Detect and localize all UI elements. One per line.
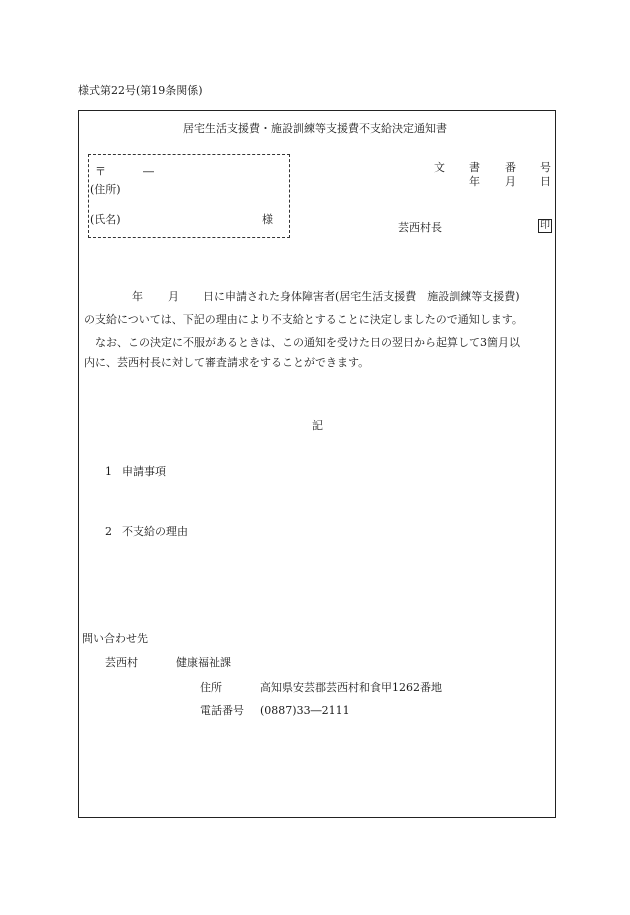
contact-phone-value: (0887)33―2111 (260, 704, 350, 717)
doc-number-char-3: 番 (505, 161, 516, 174)
date-month: 月 (168, 290, 179, 303)
contact-address-value: 高知県安芸郡芸西村和食甲1262番地 (260, 681, 442, 694)
date-year-label: 年 (469, 175, 480, 188)
doc-number-char-4: 号 (540, 161, 551, 174)
postal-dash: ― (143, 165, 154, 178)
document-title: 居宅生活支援費・施設訓練等支援費不支給決定通知書 (183, 122, 447, 135)
body-line-4: 内に、芸西村長に対して審査請求をすることができます。 (84, 356, 370, 369)
body-line-2: の支給については、下記の理由により不支給とすることに決定しましたので通知します。 (84, 313, 523, 326)
date-year: 年 (132, 290, 143, 303)
item-2-label: 不支給の理由 (122, 525, 188, 538)
honorific: 様 (262, 213, 273, 226)
seal-mark: 印 (540, 220, 550, 231)
date-day-label: 日 (540, 175, 551, 188)
contact-address-label: 住所 (200, 681, 222, 694)
doc-number-char-2: 書 (469, 161, 480, 174)
contact-department: 健康福祉課 (176, 656, 231, 669)
date-month-label: 月 (505, 175, 516, 188)
body-line-1: 日に申請された身体障害者(居宅生活支援費 施設訓練等支援費) (203, 290, 520, 303)
doc-number-char-1: 文 (434, 161, 445, 174)
item-2-number: 2 (105, 525, 112, 538)
contact-heading: 問い合わせ先 (82, 632, 148, 645)
name-label: (氏名) (90, 213, 121, 226)
item-1-label: 申請事項 (122, 465, 166, 478)
form-number: 様式第22号(第19条関係) (78, 84, 203, 97)
contact-phone-label: 電話番号 (200, 704, 244, 717)
address-label: (住所) (90, 183, 121, 196)
ki-heading: 記 (312, 419, 323, 432)
postal-mark: 〒 (95, 165, 106, 178)
body-line-3: なお、この決定に不服があるときは、この通知を受けた日の翌日から起算して3箇月以 (84, 336, 520, 349)
issuer-name: 芸西村長 (398, 221, 442, 234)
contact-village: 芸西村 (105, 656, 138, 669)
item-1-number: 1 (105, 465, 112, 478)
